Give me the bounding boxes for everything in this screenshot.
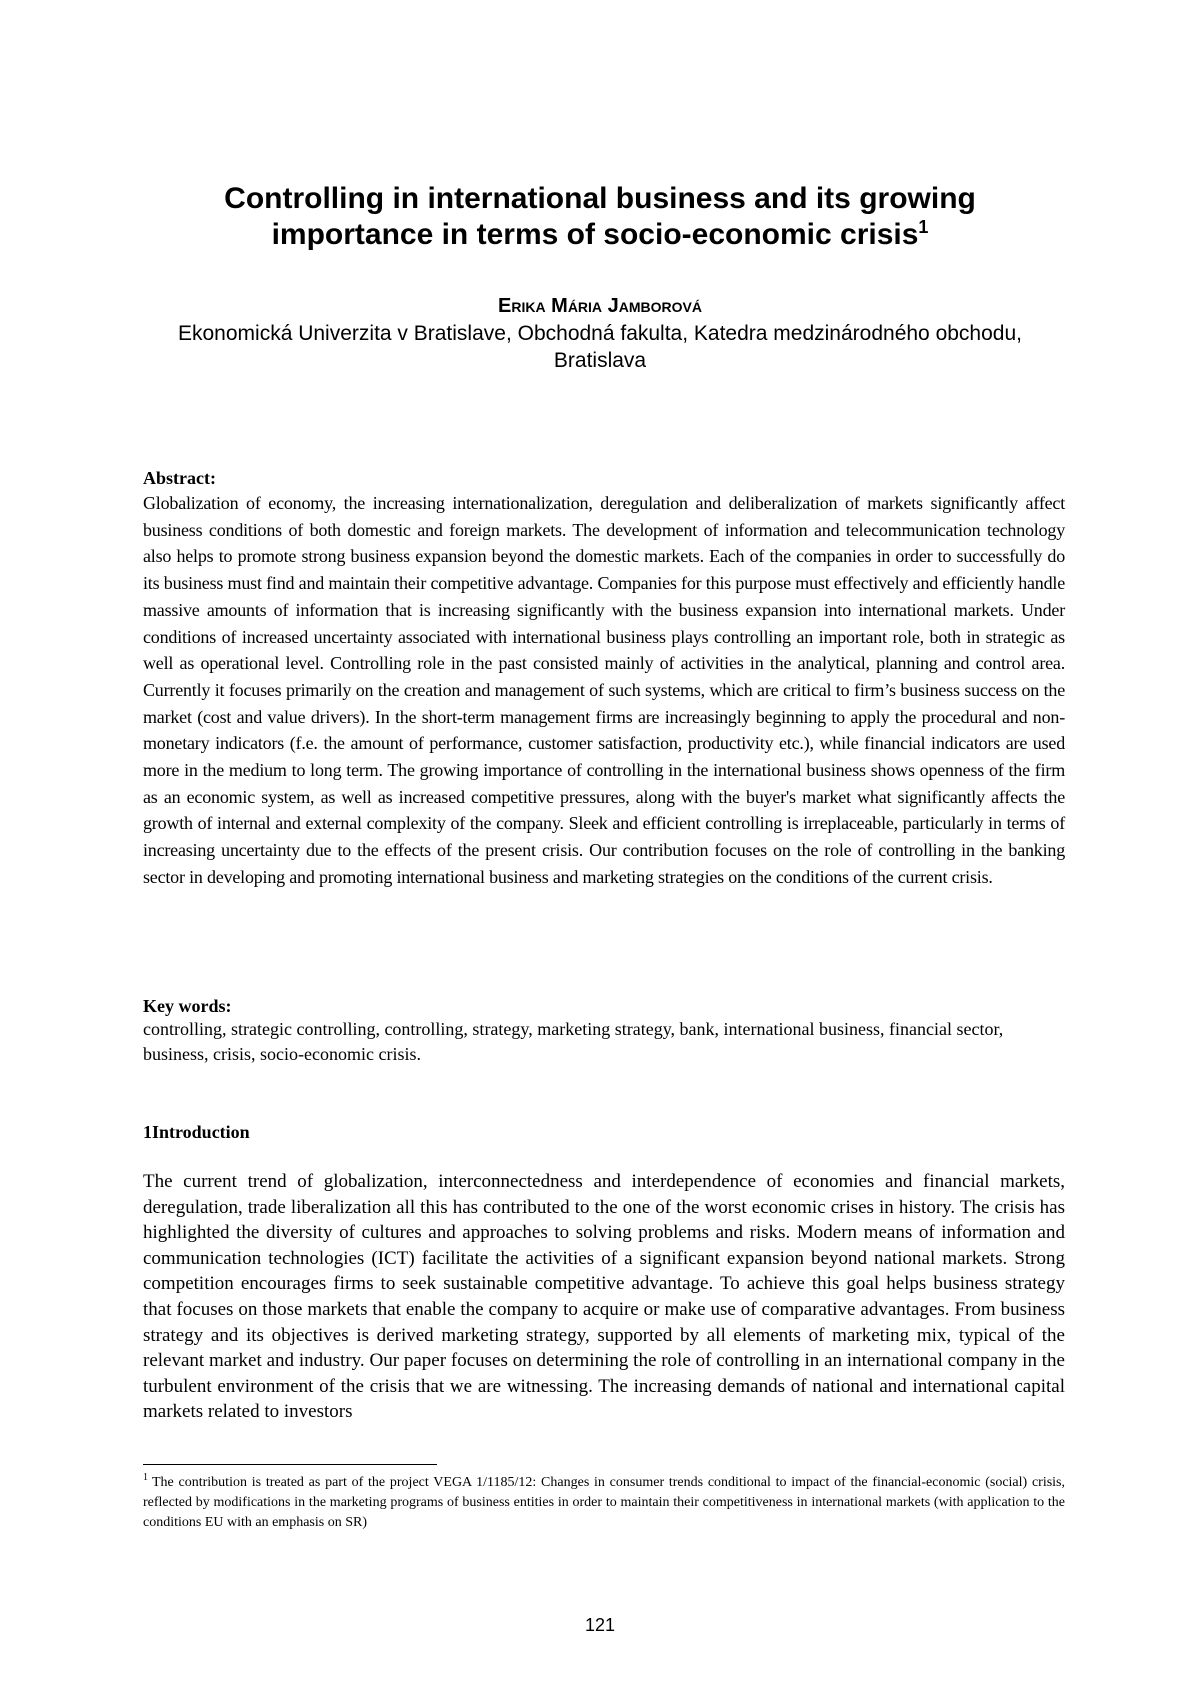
author-name: Erika Mária Jamborová [498,295,702,317]
keywords-text: controlling, strategic controlling, controlling, strategy, marketing strategy, bank, international business, financial sector, business, crisis, socio-economic crisis. [143,1019,1004,1064]
footnote-separator [143,1464,437,1465]
paper-title [120,181,1080,253]
abstract-heading: Abstract: [143,468,216,488]
footnote [143,1473,1065,1533]
footnote-text: The contribution is treated as part of the project VEGA 1/1185/12: Changes in consumer trends conditional to impact of the financial-economic (social) crisis, reflected by modifications in the marketing programs of business entities in order to maintain their competitiveness in international markets (with application to the conditions EU with an emphasis on SR) [143,1475,1065,1530]
title-footnote-marker: 1 [918,217,929,237]
abstract-text: Globalization of economy, the increasing internationalization, deregulation and deliberalization of markets significantly affect business conditions of both domestic and foreign markets. The development of information and telecommunication technology also helps to promote strong business expansion beyond the domestic markets. Each of the companies in order to successfully do its business must find and maintain their competitive advantage. Companies for this purpose must effectively and efficiently handle massive amounts of information that is increasing significantly with the business expansion into international markets. Under conditions of increased uncertainty associated with international business plays controlling an important role, both in strategic as well as operational level. Controlling role in the past consisted mainly of activities in the analytical, planning and control area. Currently it focuses primarily on the creation and management of such systems, which are critical to firm’s business success on the market (cost and value drivers). In the short-term management firms are increasingly beginning to apply the procedural and non-monetary indicators (f.e. the amount of performance, customer satisfaction, productivity etc.), while financial indicators are used more in the medium to long term. The growing importance of controlling in the international business shows openness of the firm as an economic system, as well as increased competitive pressures, along with the buyer's market what significantly affects the growth of internal and external complexity of the company. Sleek and efficient controlling is irreplaceable, particularly in terms of increasing uncertainty due to the effects of the present crisis. Our contribution focuses on the role of controlling in the banking sector in developing and promoting international business and marketing strategies on the conditions of the current crisis. [143,493,1065,887]
introduction-text: The current trend of globalization, interconnectedness and interdependence of economies and financial markets, deregulation, trade liberalization all this has contributed to the one of the worst economic crises in history. The crisis has highlighted the diversity of cultures and approaches to solving problems and risks. Modern means of information and communication technologies (ICT) facilitate the activities of a significant expansion beyond national markets. Strong competition encourages firms to seek sustainable competitive advantage. To achieve this goal helps business strategy that focuses on those markets that enable the company to acquire or make use of comparative advantages. From business strategy and its objectives is derived marketing strategy, supported by all elements of marketing mix, typical of the relevant market and industry. Our paper focuses on determining the role of controlling in an international company in the turbulent environment of the crisis that we are witnessing. The increasing demands of national and international capital markets related to investors [143,1171,1065,1423]
page-number: 121 [584,1615,616,1635]
title-line-1: Controlling in international business and its growing [224,182,976,215]
footnote-marker: 1 [143,1472,148,1484]
keywords-heading: Key words: [143,996,232,1016]
author-affiliation: Ekonomická Univerzita v Bratislave, Obchodná fakulta, Katedra medzinárodného obchodu, Bratislava [178,322,1022,372]
title-line-2: importance in terms of socio-economic crisis [271,218,919,251]
section-heading-introduction: 1Introduction [143,1122,250,1142]
